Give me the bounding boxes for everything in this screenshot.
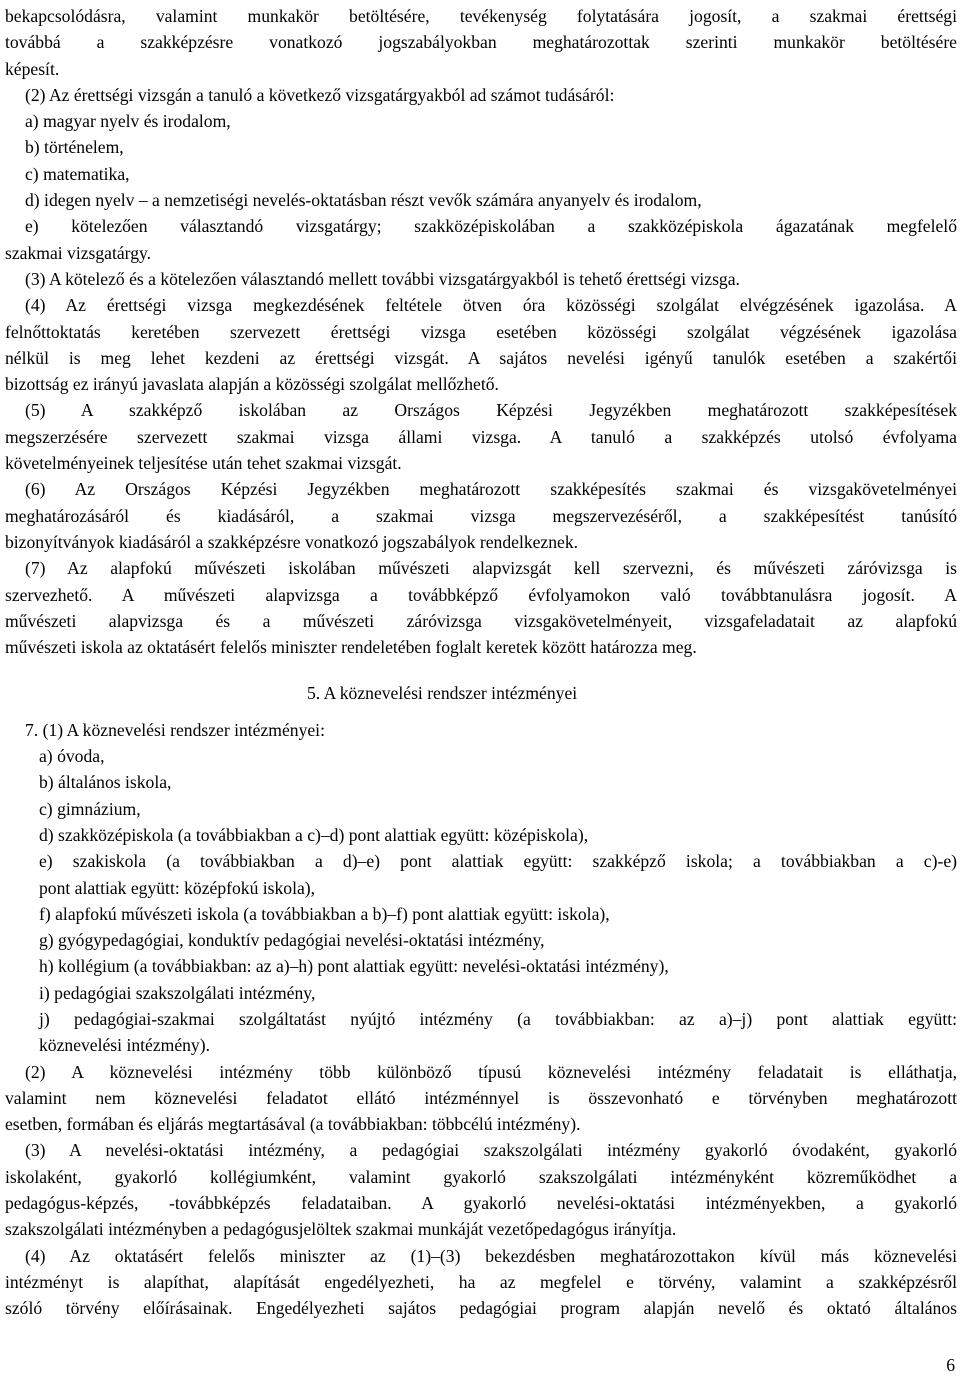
text-line: (2) A köznevelési intézmény több különböző típusú köznevelési intézmény feladatait is elláthatja,	[25, 1061, 957, 1082]
text-line: köznevelési intézmény).	[39, 1035, 210, 1056]
page-number: 6	[946, 1355, 955, 1375]
text-line: (2) Az érettségi vizsgán a tanuló a következő vizsgatárgyakból ad számot tudásáról:	[25, 84, 615, 105]
text-line: bizottság ez irányú javaslata alapján a közösségi szolgálat mellőzhető.	[5, 374, 499, 395]
text-line: esetben, formában és eljárás megtartásával (a továbbiakban: többcélú intézmény).	[5, 1114, 581, 1135]
text-line: c) gimnázium,	[39, 798, 141, 819]
spacer	[5, 660, 957, 680]
text-line: c) matematika,	[25, 163, 130, 184]
text-line: bizonyítványok kiadásáról a szakképzésre vonatkozó jogszabályok rendelkeznek.	[5, 531, 579, 552]
text-line: pedagógus-képzés, -továbbképzés feladataiban. A gyakorló nevelési-oktatási intézményekben, a gyakorló	[5, 1193, 957, 1214]
text-line: (4) Az érettségi vizsga megkezdésének feltétele ötven óra közösségi szolgálat elvégzésének igazolása. A	[25, 295, 957, 316]
text-line: szóló törvény előírásainak. Engedélyezheti sajátos pedagógiai program alapján nevelő és oktató általános	[5, 1298, 957, 1319]
text-line: f) alapfokú művészeti iskola (a továbbiakban a b)–f) pont alattiak együtt: iskola),	[39, 903, 610, 924]
text-line: d) szakközépiskola (a továbbiakban a c)–d) pont alattiak együtt: középiskola),	[39, 824, 589, 845]
text-line: e) kötelezően választandó vizsgatárgy; szakközépiskolában a szakközépiskola ágazatának megfelelő	[25, 216, 957, 237]
text-line: iskolaként, gyakorló kollégiumként, valamint gyakorló szakszolgálati intézményként közreműködhet a	[5, 1166, 957, 1187]
text-line: nélkül is meg lehet kezdeni az érettségi vizsgát. A sajátos nevelési igényű tanulók esetében a szakértői	[5, 347, 957, 368]
text-line: szervezhető. A művészeti alapvizsga a továbbképző évfolyamokon való továbbtanulásra jogosít. A	[5, 584, 957, 605]
text-line: művészeti iskola az oktatásért felelős miniszter rendeletében foglalt keretek között határozza meg.	[5, 637, 697, 658]
text-line: (4) Az oktatásért felelős miniszter az (1)–(3) bekezdésben meghatározottakon kívül más köznevelési	[25, 1245, 957, 1266]
text-line: (3) A nevelési-oktatási intézmény, a pedagógiai szakszolgálati intézmény gyakorló óvodaként, gyakorló	[25, 1140, 957, 1161]
text-line: felnőttoktatás keretében szervezett érettségi vizsga esetében közösségi szolgálat végzésének igazolása	[5, 321, 957, 342]
text-line: képesít.	[5, 58, 60, 79]
text-line: (6) Az Országos Képzési Jegyzékben meghatározott szakképesítés szakmai és vizsgakövetelményei	[25, 479, 957, 500]
text-line: meghatározásáról és kiadásáról, a szakmai vizsga megszervezéséről, a szakképesítést tanúsító	[5, 505, 957, 526]
text-line: megszerzésére szervezett szakmai vizsga állami vizsga. A tanuló a szakképzés utolsó évfolyama	[5, 426, 957, 447]
text-line: j) pedagógiai-szakmai szolgáltatást nyújtó intézmény (a továbbiakban: az a)–j) pont alattiak együtt:	[39, 1008, 957, 1029]
text-line: bekapcsolódásra, valamint munkakör betöltésére, tevékenység folytatására jogosít, a szakmai érettségi	[5, 6, 957, 26]
text-line: h) kollégium (a továbbiakban: az a)–h) pont alattiak együtt: nevelési-oktatási intézmény),	[39, 956, 669, 977]
text-line: g) gyógypedagógiai, konduktív pedagógiai nevelési-oktatási intézmény,	[39, 930, 545, 951]
text-line: a) óvoda,	[39, 746, 105, 767]
text-line: d) idegen nyelv – a nemzetiségi nevelés-oktatásban részt vevők számára anyanyelv és irodalom,	[25, 190, 702, 211]
spacer	[5, 707, 957, 717]
text-line: (5) A szakképző iskolában az Országos Képzési Jegyzékben meghatározott szakképesítések	[25, 400, 957, 421]
text-line: intézményt is alapíthat, alapítását engedélyezheti, ha az megfelel e törvény, valamint a szakképzésről	[5, 1271, 957, 1292]
text-line: továbbá a szakképzésre vonatkozó jogszabályokban meghatározottak szerinti munkakör betöltésére	[5, 32, 957, 53]
text-line: szakszolgálati intézményben a pedagógusjelöltek szakmai munkáját vezetőpedagógus irányítja.	[5, 1219, 677, 1240]
document-body	[5, 3, 957, 1322]
text-line: e) szakiskola (a továbbiakban a d)–e) pont alattiak együtt: szakképző iskola; a továbbiakban a c)-e)	[39, 851, 957, 872]
text-line: szakmai vizsgatárgy.	[5, 242, 152, 263]
text-line: pont alattiak együtt: középfokú iskola),	[39, 877, 316, 898]
text-line: (3) A kötelező és a kötelezően választandó mellett további vizsgatárgyakból is tehető érettségi vizsga.	[25, 268, 740, 289]
text-line: b) történelem,	[25, 137, 124, 158]
text-line: i) pedagógiai szakszolgálati intézmény,	[39, 982, 316, 1003]
section-heading: 5. A köznevelési rendszer intézményei	[307, 683, 578, 704]
text-line: 7. (1) A köznevelési rendszer intézményei:	[25, 719, 325, 740]
text-line: b) általános iskola,	[39, 772, 172, 793]
text-line: követelményeinek teljesítése után tehet szakmai vizsgát.	[5, 453, 402, 474]
text-line: (7) Az alapfokú művészeti iskolában művészeti alapvizsgát kell szervezni, és művészeti záróvizsga is	[25, 558, 957, 579]
text-line: a) magyar nyelv és irodalom,	[25, 111, 231, 132]
text-line: valamint nem köznevelési feladatot ellátó intézménnyel is összevonható e törvényben meghatározott	[5, 1087, 957, 1108]
text-line: művészeti alapvizsga és a művészeti záróvizsga vizsgakövetelményeit, vizsgafeladatait az alapfokú	[5, 610, 957, 631]
